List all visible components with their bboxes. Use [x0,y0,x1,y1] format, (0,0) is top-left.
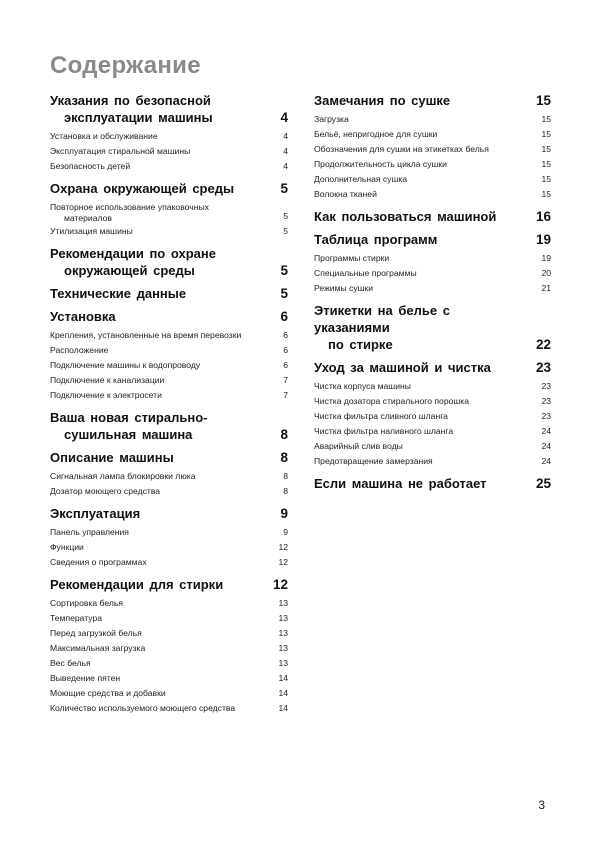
section-items [50,596,288,716]
toc-section [50,409,288,443]
entry-page: 13 [278,613,288,623]
entry-title: Дополнительная сушка [314,174,408,184]
section-items [314,379,551,469]
toc-entry[interactable] [50,388,288,403]
toc-section [314,359,551,469]
entry-page: 15 [541,114,551,124]
entry-title: Бельё, непригодное для сушки [314,129,438,139]
toc-section [50,576,288,716]
entry-title: Безопасность детей [50,161,131,171]
section-heading[interactable] [50,308,288,325]
toc-entry[interactable] [314,266,551,281]
section-heading[interactable] [50,409,288,443]
entry-page: 8 [283,471,288,481]
toc-entry[interactable] [50,540,288,555]
section-title-line: по стирке [328,337,393,352]
toc-entry[interactable] [50,373,288,388]
section-items [50,129,288,174]
section-page: 15 [535,93,551,108]
entry-title: Утилизация машины [50,226,133,236]
section-title [50,308,266,325]
toc-left-column [50,92,288,716]
entry-title: Перед загрузкой белья [50,628,142,638]
entry-title: Моющие средства и добавки [50,688,166,698]
section-title-line: Указания по безопасной [50,93,211,108]
entry-page: 9 [283,527,288,537]
section-title [50,245,266,279]
entry-title-line: Повторное использование упаковочных [50,202,209,212]
section-page: 19 [535,232,551,247]
entry-title: Сортировка белья [50,598,124,608]
entry-page: 15 [541,129,551,139]
entry-page: 7 [283,375,288,385]
toc-entry[interactable] [314,379,551,394]
section-heading[interactable] [314,208,551,225]
section-heading[interactable] [50,576,288,593]
toc-entry[interactable] [314,454,551,469]
entry-page: 5 [283,211,288,221]
entry-page: 4 [283,146,288,156]
entry-title: Температура [50,613,103,623]
section-items [50,200,288,239]
toc-entry[interactable] [50,596,288,611]
entry-page: 15 [541,189,551,199]
section-heading[interactable] [314,92,551,109]
section-items [50,469,288,499]
entry-page: 24 [541,426,551,436]
section-page: 5 [280,286,288,301]
section-title [50,449,266,466]
section-title-line: Уход за машиной и чистка [314,360,491,375]
entry-title: Количество используемого моющего средства [50,703,236,713]
entry-title-line: материалов [64,213,112,223]
section-title [50,285,266,302]
entry-page: 24 [541,456,551,466]
toc-entry[interactable] [50,224,288,239]
entry-page: 23 [541,396,551,406]
toc-entry[interactable] [314,142,551,157]
toc-entry[interactable] [50,358,288,373]
toc-section [50,180,288,239]
section-title-line: Технические данные [50,286,187,301]
toc-entry[interactable] [50,701,288,716]
entry-page: 6 [283,330,288,340]
toc-section [50,505,288,570]
section-heading[interactable] [50,505,288,522]
entry-title: Специальные программы [314,268,417,278]
entry-title: Выведение пятен [50,673,121,683]
entry-title: Эксплуатация стиральной машины [50,146,191,156]
entry-page: 5 [283,226,288,236]
toc-section [50,92,288,174]
entry-title: Подключение к канализации [50,375,165,385]
toc-entry[interactable] [50,611,288,626]
section-title [50,409,266,443]
entry-page: 13 [278,598,288,608]
entry-page: 13 [278,628,288,638]
entry-title [50,200,272,224]
toc-entry[interactable] [314,187,551,202]
entry-title: Чистка фильтра сливного шланга [314,411,448,421]
section-page: 5 [280,263,288,278]
entry-page: 15 [541,144,551,154]
entry-title: Подключение машины к водопроводу [50,360,201,370]
toc-right-column [314,92,551,492]
entry-title: Предотвращение замерзания [314,456,433,466]
section-title-line: Охрана окружающей среды [50,181,235,196]
entry-title: Продолжительность цикла сушки [314,159,447,169]
entry-title: Сигнальная лампа блокировки люка [50,471,196,481]
section-title-line: Замечания по сушке [314,93,451,108]
section-heading[interactable] [314,359,551,376]
toc-entry[interactable] [314,157,551,172]
entry-title: Режимы сушки [314,283,374,293]
toc-entry[interactable] [50,343,288,358]
entry-page: 20 [541,268,551,278]
entry-title: Программы стирки [314,253,390,263]
entry-page: 14 [278,673,288,683]
page-title: Содержание [50,52,201,79]
section-page: 5 [280,181,288,196]
section-page: 25 [535,476,551,491]
entry-page: 4 [283,161,288,171]
section-title [314,208,529,225]
toc-section [314,92,551,202]
entry-page: 14 [278,688,288,698]
entry-title: Чистка фильтра наливного шланга [314,426,454,436]
section-title-line: Таблица программ [314,232,438,247]
entry-page: 8 [283,486,288,496]
toc-section [50,245,288,279]
section-page: 23 [535,360,551,375]
section-heading[interactable] [314,302,551,353]
entry-page: 7 [283,390,288,400]
section-heading[interactable] [50,449,288,466]
entry-title: Функции [50,542,84,552]
section-heading[interactable] [50,245,288,279]
section-page: 9 [280,506,288,521]
entry-page: 4 [283,131,288,141]
section-title-line: Рекомендации по охране [50,246,216,261]
section-items [314,251,551,296]
entry-page: 6 [283,360,288,370]
toc-entry[interactable] [50,555,288,570]
entry-page: 14 [278,703,288,713]
entry-title: Аварийный слив воды [314,441,403,451]
toc-entry[interactable] [50,159,288,174]
entry-page: 19 [541,253,551,263]
toc-entry[interactable] [314,281,551,296]
section-page: 8 [280,450,288,465]
section-heading[interactable] [50,285,288,302]
section-page: 4 [280,110,288,125]
section-page: 12 [272,577,288,592]
section-title [314,475,529,492]
toc-entry[interactable] [50,626,288,641]
section-title [314,92,529,109]
section-items [50,525,288,570]
section-title [314,231,529,248]
toc-section [314,208,551,225]
entry-title: Волокна тканей [314,189,377,199]
entry-page: 21 [541,283,551,293]
toc-section [50,285,288,302]
entry-page: 12 [278,542,288,552]
toc-entry[interactable] [314,112,551,127]
entry-title: Вес белья [50,658,91,668]
entry-page: 13 [278,658,288,668]
toc-entry[interactable] [50,525,288,540]
entry-page: 13 [278,643,288,653]
entry-title: Дозатор моющего средства [50,486,161,496]
entry-page: 24 [541,441,551,451]
section-title-line: Как пользоваться машиной [314,209,497,224]
entry-title: Максимальная загрузка [50,643,146,653]
section-title-line: Описание машины [50,450,174,465]
entry-page: 15 [541,159,551,169]
section-title-line: окружающей среды [64,263,195,278]
section-page: 8 [280,427,288,442]
section-title [50,576,266,593]
section-heading[interactable] [50,180,288,197]
section-title-line: Если машина не работает [314,476,487,491]
section-title [50,505,266,522]
toc-entry[interactable] [50,328,288,343]
toc-entry[interactable] [50,129,288,144]
section-page: 6 [280,309,288,324]
section-heading[interactable] [314,475,551,492]
toc-entry[interactable] [50,686,288,701]
toc-section [314,475,551,492]
toc-entry[interactable] [314,251,551,266]
section-items [50,328,288,403]
toc-entry[interactable] [314,172,551,187]
section-title-line: сушильная машина [64,427,193,442]
section-title-line: Рекомендации для стирки [50,577,224,592]
entry-page: 15 [541,174,551,184]
entry-title: Загрузка [314,114,349,124]
section-title [314,302,529,353]
toc-entry[interactable] [50,469,288,484]
entry-title: Панель управления [50,527,129,537]
toc-entry[interactable] [50,200,288,224]
entry-title: Чистка дозатора стирального порошка [314,396,470,406]
section-items [314,112,551,202]
toc-section [50,449,288,499]
toc-entry[interactable] [314,409,551,424]
entry-title: Расположение [50,345,109,355]
toc-entry[interactable] [50,144,288,159]
entry-title: Обозначения для сушки на этикетках белья [314,144,489,154]
entry-page: 12 [278,557,288,567]
section-title [50,180,266,197]
section-title-line: Ваша новая стирально- [50,410,208,425]
toc-section [314,231,551,296]
section-heading[interactable] [50,92,288,126]
toc-entry[interactable] [314,424,551,439]
toc-entry[interactable] [50,671,288,686]
toc-entry[interactable] [50,484,288,499]
section-title [50,92,266,126]
section-title-line: Эксплуатация [50,506,141,521]
toc-section [50,308,288,403]
entry-title: Сведения о программах [50,557,147,567]
entry-page: 23 [541,381,551,391]
entry-page: 6 [283,345,288,355]
toc-entry[interactable] [50,656,288,671]
entry-title: Установка и обслуживание [50,131,158,141]
section-title-line: Установка [50,309,116,324]
toc-entry[interactable] [314,127,551,142]
section-page: 22 [535,337,551,352]
toc-section [314,302,551,353]
section-title-line: Этикетки на белье с указаниями [314,303,450,335]
toc-entry[interactable] [314,439,551,454]
page-number: 3 [538,798,545,812]
section-title-line: эксплуатации машины [64,110,213,125]
section-heading[interactable] [314,231,551,248]
toc-entry[interactable] [314,394,551,409]
section-page: 16 [535,209,551,224]
toc-entry[interactable] [50,641,288,656]
entry-title: Крепления, установленные на время перевозки [50,330,242,340]
entry-title: Подключение к электросети [50,390,162,400]
entry-page: 23 [541,411,551,421]
section-title [314,359,529,376]
entry-title: Чистка корпуса машины [314,381,411,391]
